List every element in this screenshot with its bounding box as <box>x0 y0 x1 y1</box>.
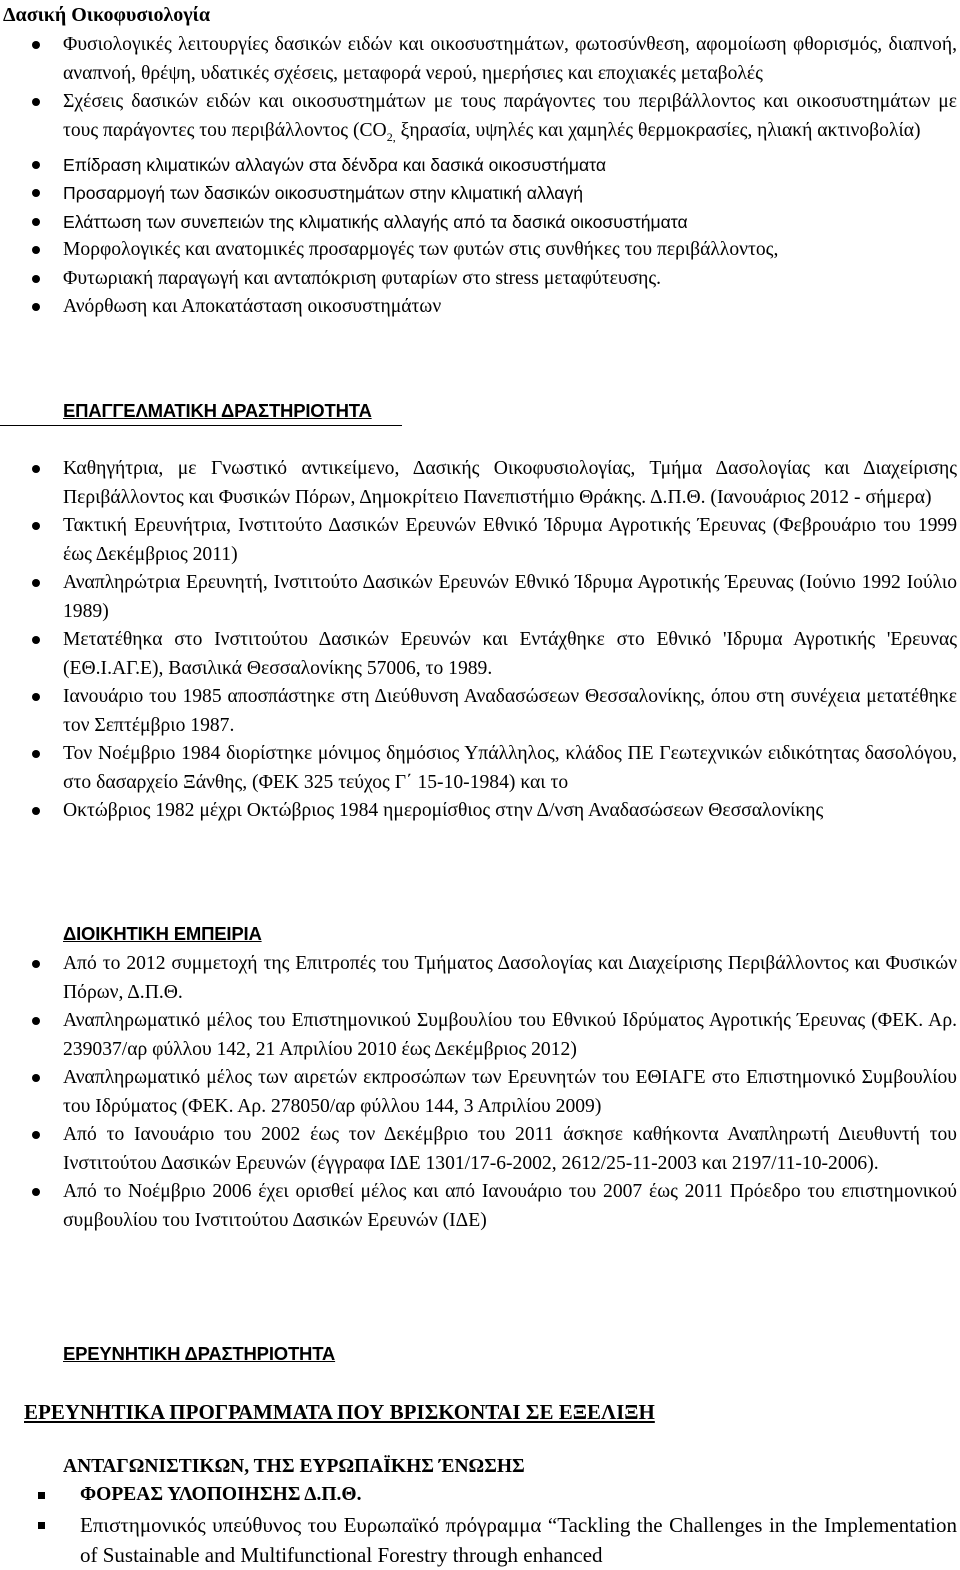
section-title-forest-ecophysiology: Δασική Οικοφυσιολογία <box>3 4 211 26</box>
bullet-icon <box>32 218 40 226</box>
list-item: Τον Νοέμβριο 1984 διορίστηκε μόνιμος δημόσιος Υπάλληλος, κλάδος ΠΕ Γεωτεχνικών ειδικότητας δασολόγου, στο δασαρχείο Ξάνθης, (ΦΕΚ 325 τεύχος Γ΄ 15-10-1984) και το <box>0 740 960 797</box>
heading-competitive-eu: ΑΝΤΑΓΩΝΙΣΤΙΚΩΝ, ΤΗΣ ΕΥΡΩΠΑΪΚΗΣ ΈΝΩΣΗΣ <box>63 1456 525 1477</box>
forest-ecophysiology-list <box>0 31 960 322</box>
bullet-icon <box>32 161 40 169</box>
square-bullet-icon <box>38 1492 45 1499</box>
list-item: Οκτώβριος 1982 μέχρι Οκτώβριος 1984 ημερομίσθιος στην Δ/νση Αναδασώσεων Θεσσαλονίκης <box>0 797 960 826</box>
list-item: Αναπληρωματικό μέλος του Επιστημονικού Συμβουλίου του Εθνικού Ιδρύματος Αγροτικής Έρευνας (ΦΕΚ. Αρ. 239037/αρ φύλλου 142, 21 Απριλίου 2010 έως Δεκέμβριος 2012) <box>0 1007 960 1064</box>
bullet-icon <box>32 1074 40 1082</box>
heading-research-activity: ΕΡΕΥΝΗΤΙΚΗ ΔΡΑΣΤΗΡΙΟΤΗΤΑ <box>63 1343 336 1364</box>
list-item: Ιανουάριο του 1985 αποσπάστηκε στη Διεύθυνση Αναδασώσεων Θεσσαλονίκης, όπου στη συνέχεια μετατέθηκε τον Σεπτέμβριο 1987. <box>0 683 960 740</box>
bullet-icon <box>32 303 40 311</box>
list-item: Ανόρθωση και Αποκατάσταση οικοσυστημάτων <box>0 293 960 322</box>
administrative-list <box>0 950 960 1235</box>
list-item: Φυσιολογικές λειτουργίες δασικών ειδών και οικοσυστημάτων, φωτοσύνθεση, αφομοίωση φθορισμός, διαπνοή, αναπνοή, θρέψη, υδατικές σχέσεις, μεταφορά νερού, ημερήσιες και εποχιακές μεταβολές <box>0 31 960 88</box>
heading-professional-activity: ΕΠΑΓΓΕΛΜΑΤΙΚΗ ΔΡΑΣΤΗΡΙΟΤΗΤΑ <box>63 400 372 421</box>
list-item: Προσαρμογή των δασικών οικοσυστημάτων στην κλιματική αλλαγή <box>0 179 960 208</box>
list-item: ΦΟΡΕΑΣ ΥΛΟΠΟΙΗΣΗΣ Δ.Π.Θ. <box>0 1480 960 1510</box>
bullet-icon <box>32 693 40 701</box>
bullet-icon <box>32 98 40 106</box>
bullet-icon <box>32 636 40 644</box>
list-item: Επιστημονικός υπεύθυνος του Ευρωπαϊκό πρόγραμμα “Tackling the Challenges in the Implementation of Sustainable and Multifunctional Forestry through enhanced <box>0 1510 960 1570</box>
list-item: Μορφολογικές και ανατομικές προσαρμογές των φυτών στις συνθήκες του περιβάλλοντος, <box>0 236 960 265</box>
list-item: Σχέσεις δασικών ειδών και οικοσυστημάτων με τους παράγοντες του περιβάλλοντος και οικοσυστημάτων με τους παράγοντες του περιβάλλοντος ($CO_{2,}$ ξηρασία, υψηλές και χαμηλές θερμοκρασίες, ηλιακή ακτινοβολία) <box>0 88 960 151</box>
list-item: Από το Νοέμβριο 2006 έχει ορισθεί μέλος και από Ιανουάριο του 2007 έως 2011 Πρόεδρο του επιστημονικού συμβουλίου του Ινστιτούτου Δασικών Ερευνών (ΙΔΕ) <box>0 1178 960 1235</box>
research-list <box>0 1480 960 1570</box>
list-item: Καθηγήτρια, με Γνωστικό αντικείμενο, Δασικής Οικοφυσιολογίας, Τμήμα Δασολογίας και Διαχείρισης Περιβάλλοντος και Φυσικών Πόρων, Δημοκρίτειο Πανεπιστήμιο Θράκης. Δ.Π.Θ. (Ιανουάριος 2012 - σήμερα) <box>0 455 960 512</box>
bullet-icon <box>32 750 40 758</box>
list-item: Από το 2012 συμμετοχή της Επιτροπές του Τμήματος Δασολογίας και Διαχείρισης Περιβάλλοντος και Φυσικών Πόρων, Δ.Π.Θ. <box>0 950 960 1007</box>
divider <box>0 425 402 426</box>
list-item: Ελάττωση των συνεπειών της κλιματικής αλλαγής από τα δασικά οικοσυστήματα <box>0 208 960 237</box>
bullet-icon <box>32 275 40 283</box>
bullet-icon <box>32 41 40 49</box>
bullet-icon <box>32 960 40 968</box>
bullet-icon <box>32 1017 40 1025</box>
heading-ongoing-programs: ΕΡΕΥΝΗΤΙΚΑ ΠΡΟΓΡΑΜΜΑΤΑ ΠΟΥ ΒΡΙΣΚΟΝΤΑΙ ΣΕ ΕΞΕΛΙΞΗ <box>24 1400 655 1424</box>
list-item: Επίδραση κλιματικών αλλαγών στα δένδρα και δασικά οικοσυστήματα <box>0 151 960 180</box>
bullet-icon <box>32 189 40 197</box>
list-item: Τακτική Ερευνήτρια, Ινστιτούτο Δασικών Ερευνών Εθνικό Ίδρυμα Αγροτικής Έρευνας (Φεβρουάριο του 1999 έως Δεκέμβριος 2011) <box>0 512 960 569</box>
bullet-icon <box>32 807 40 815</box>
square-bullet-icon <box>38 1522 45 1529</box>
bullet-icon <box>32 522 40 530</box>
list-item: Από το Ιανουάριο του 2002 έως τον Δεκέμβριο του 2011 άσκησε καθήκοντα Αναπληρωτή Διευθυντή του Ινστιτούτου Δασικών Ερευνών (έγγραφα ΙΔΕ 1301/17-6-2002, 2612/25-11-2003 και 2197/11-10-2006). <box>0 1121 960 1178</box>
list-item: Μετατέθηκα στο Ινστιτούτου Δασικών Ερευνών και Εντάχθηκε στο Εθνικό 'Ιδρυμα Αγροτικής 'Ερευνας (ΕΘ.Ι.ΑΓ.Ε), Βασιλικά Θεσσαλονίκης 57006, το 1989. <box>0 626 960 683</box>
bullet-icon <box>32 465 40 473</box>
list-item: Αναπληρωματικό μέλος των αιρετών εκπροσώπων των Ερευνητών του ΕΘΙΑΓΕ στο Επιστημονικό Συμβουλίου του Ιδρύματος (ΦΕΚ. Αρ. 278050/αρ φύλλου 144, 3 Απριλίου 2009) <box>0 1064 960 1121</box>
list-item: Φυτωριακή παραγωγή και ανταπόκριση φυταρίων στο stress μεταφύτευσης. <box>0 265 960 294</box>
professional-list <box>0 455 960 826</box>
bullet-icon <box>32 246 40 254</box>
bullet-icon <box>32 1188 40 1196</box>
co2-subscript: 2, <box>386 129 396 144</box>
bullet-icon <box>32 579 40 587</box>
heading-administrative-experience: ΔΙΟΙΚΗΤΙΚΗ ΕΜΠΕΙΡΙΑ <box>63 923 262 944</box>
list-item: Αναπληρώτρια Ερευνητή, Ινστιτούτο Δασικών Ερευνών Εθνικό Ίδρυμα Αγροτικής Έρευνας (Ιούνιο 1992 Ιούλιο 1989) <box>0 569 960 626</box>
bullet-icon <box>32 1131 40 1139</box>
